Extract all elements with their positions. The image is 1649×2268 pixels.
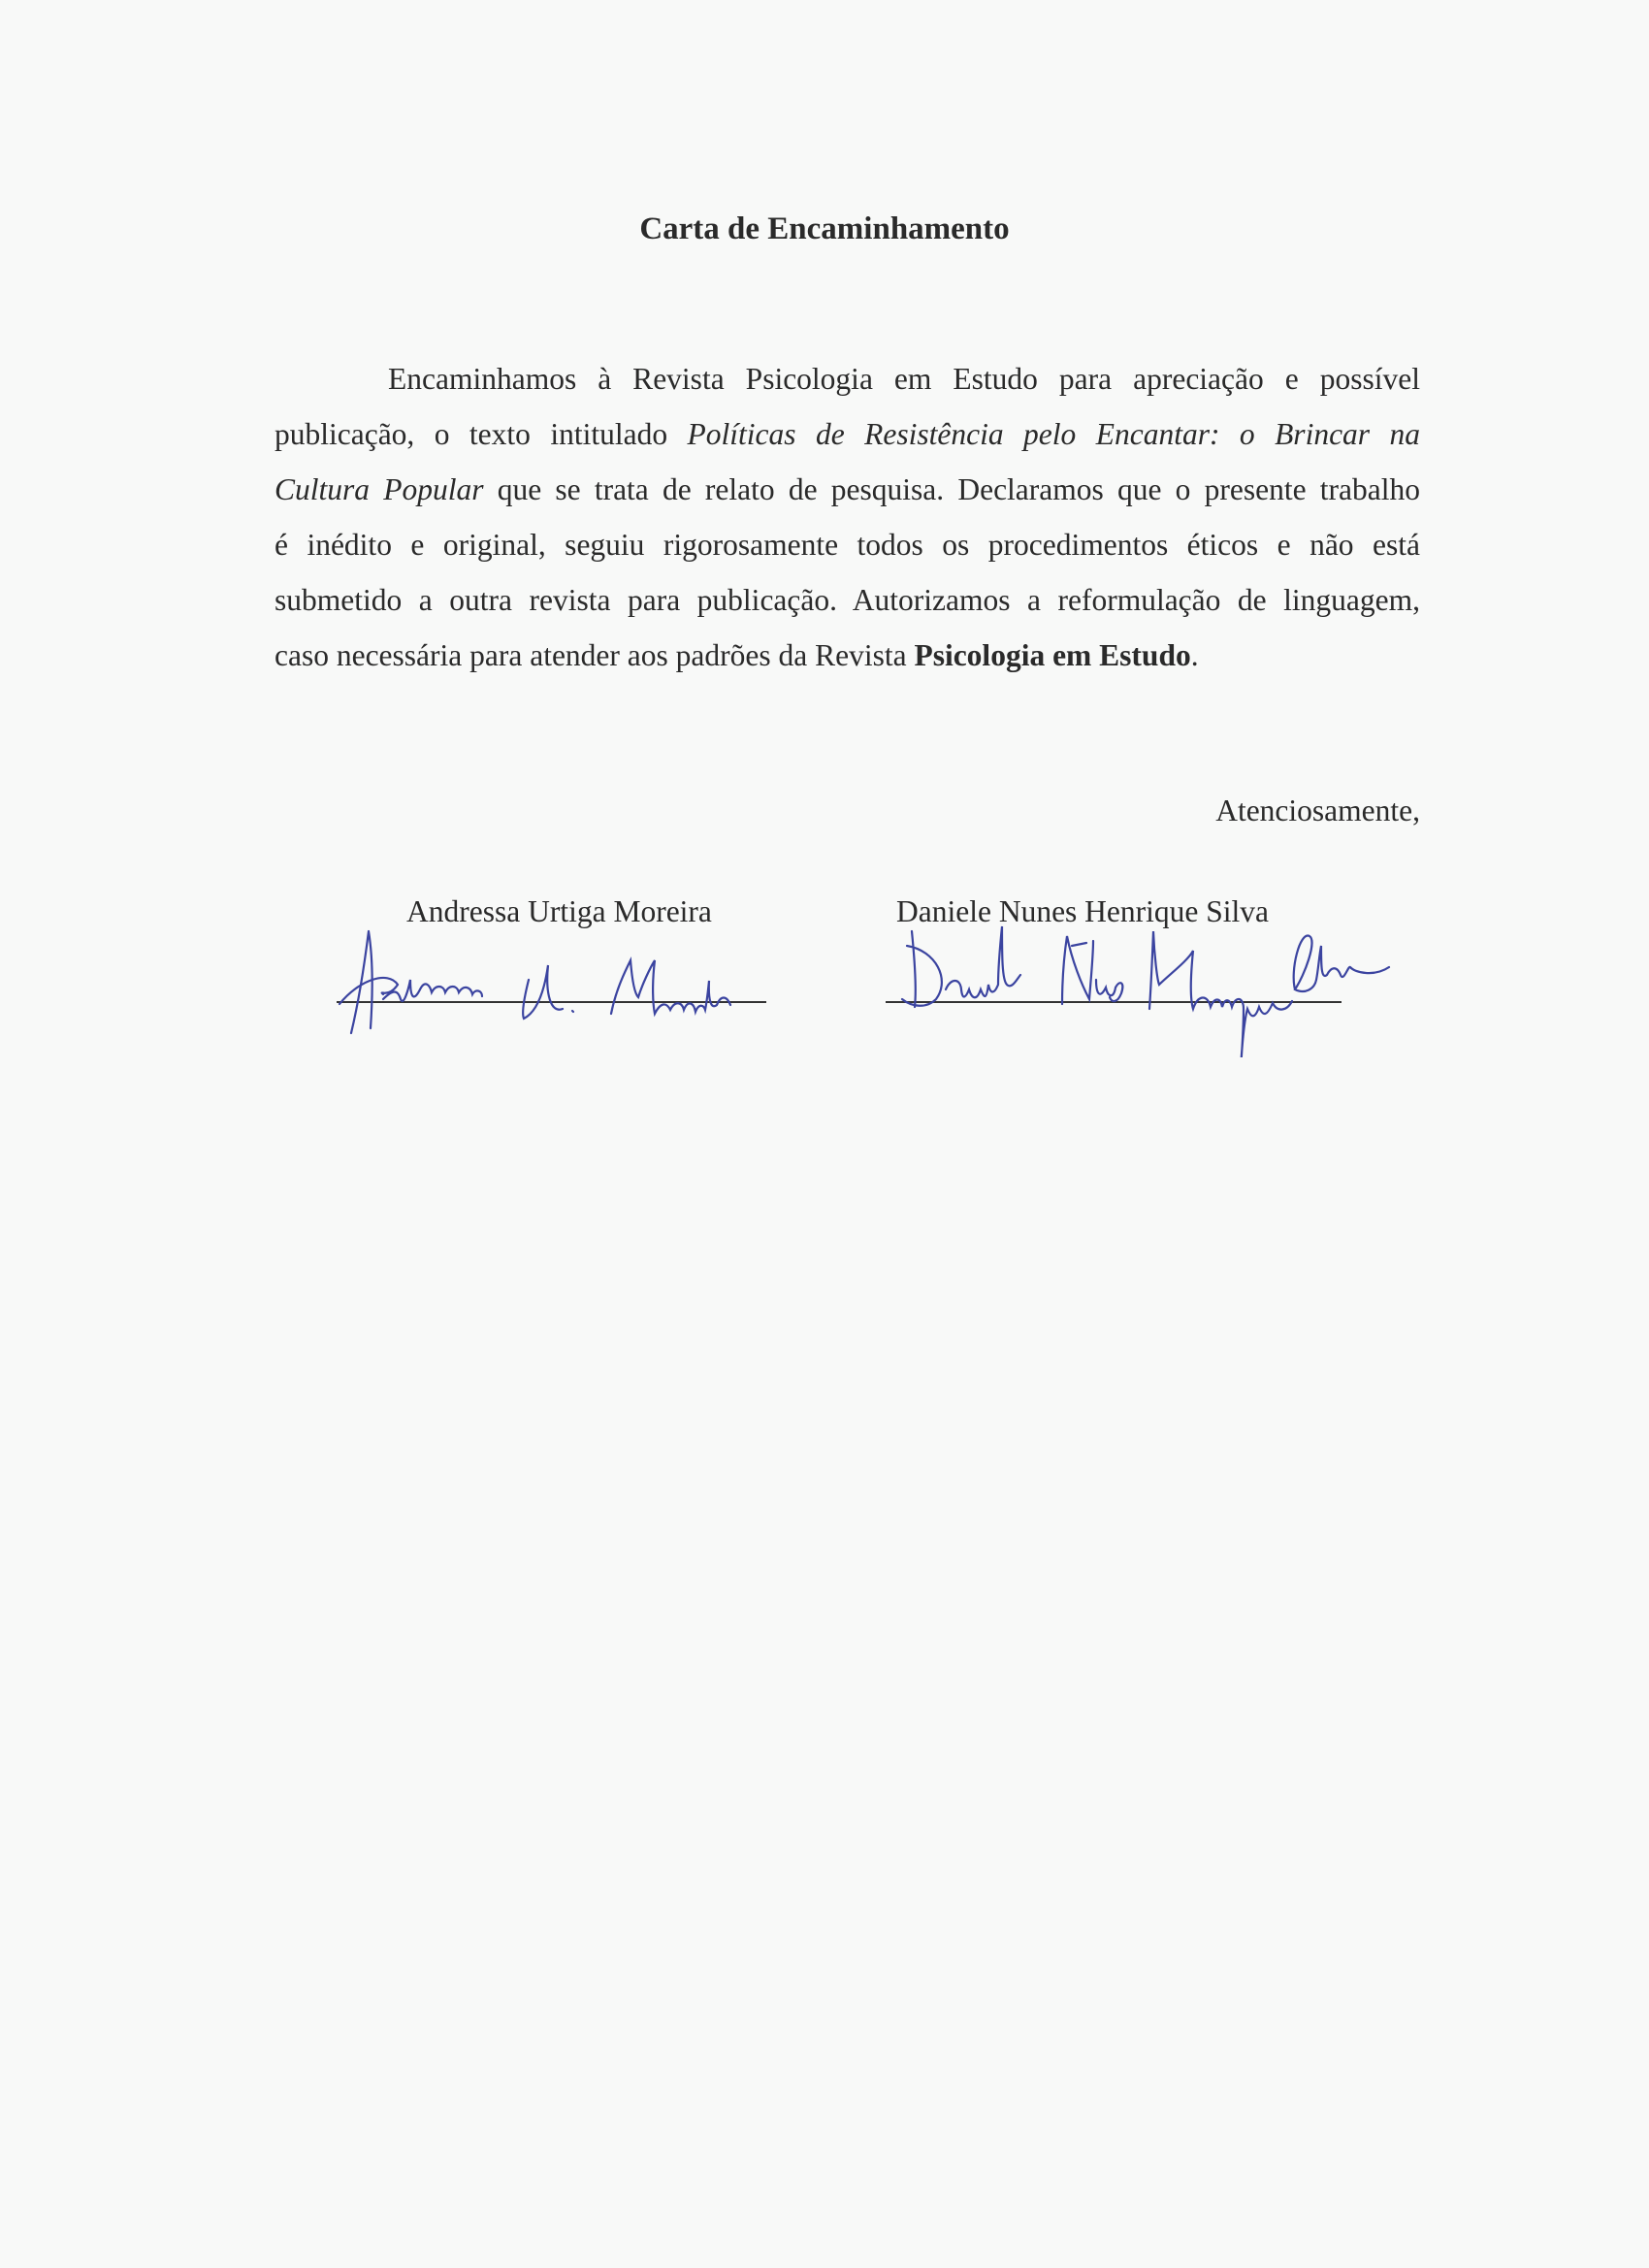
body-line-6 [275, 628, 1420, 683]
body-text: publicação, o texto intitulado [275, 417, 688, 451]
signature-1 [330, 922, 776, 1038]
closing: Atenciosamente, [1215, 794, 1420, 827]
letter-title: Carta de Encaminhamento [639, 211, 1010, 246]
body-line-3 [275, 462, 1420, 517]
signature-2 [878, 912, 1479, 1057]
article-title: Políticas de Resistência pelo Encantar: o Brincar na [687, 417, 1421, 451]
body-text: caso necessária para atender aos padrões da Revista [275, 638, 915, 672]
body-line-4: é inédito e original, seguiu rigorosamente todos os procedimentos éticos e não está [275, 528, 1420, 562]
journal-name: Psicologia em Estudo [914, 638, 1191, 672]
signatory-name-1: Andressa Urtiga Moreira [406, 894, 712, 928]
body-text: . [1190, 638, 1199, 672]
article-title-cont: Cultura Popular [275, 472, 484, 506]
body-line-1: Encaminhamos à Revista Psicologia em Estudo para apreciação e possível [388, 362, 1420, 396]
body-line-5: submetido a outra revista para publicação. Autorizamos a reformulação de linguagem, [275, 583, 1420, 617]
body-line-2 [275, 406, 1420, 462]
signatory-name-2: Daniele Nunes Henrique Silva [896, 894, 1270, 928]
letter-body [275, 351, 1420, 683]
body-text: que se trata de relato de pesquisa. Declaramos que o presente trabalho [483, 472, 1420, 506]
